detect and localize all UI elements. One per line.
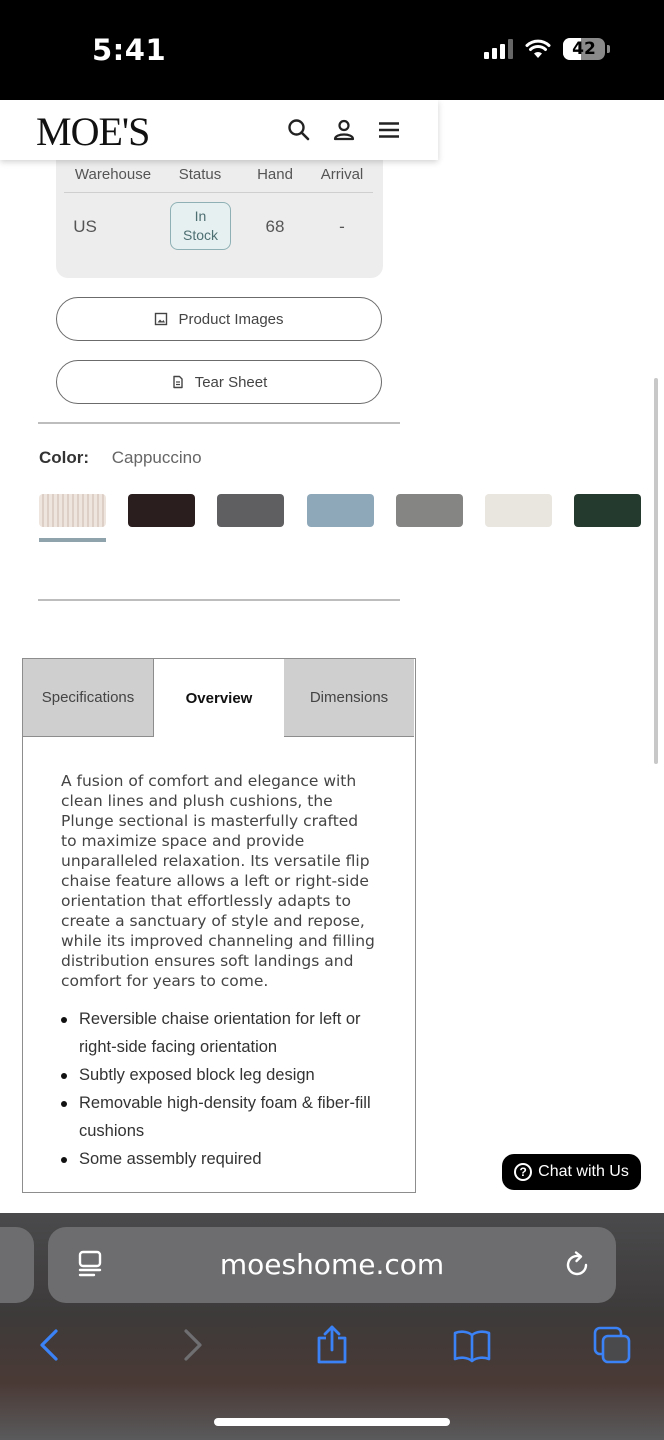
column-status: Status: [178, 166, 222, 183]
status-time: 5:41: [92, 33, 167, 67]
color-swatch-3[interactable]: [217, 494, 284, 527]
status-badge: In Stock: [170, 202, 231, 250]
product-images-button[interactable]: Product Images: [56, 297, 382, 341]
tab-specifications[interactable]: Specifications: [23, 659, 154, 737]
wifi-icon: [525, 39, 551, 59]
color-swatch-6[interactable]: [485, 494, 552, 527]
share-icon[interactable]: [312, 1325, 352, 1365]
cellular-signal-icon: [484, 39, 513, 59]
list-item: Removable high-density foam & fiber-fill cushions: [61, 1089, 377, 1145]
image-icon: [154, 312, 168, 326]
help-icon: ?: [514, 1163, 532, 1181]
browser-toolbar: [0, 1213, 664, 1440]
bookmarks-icon[interactable]: [452, 1325, 492, 1365]
tab-overview[interactable]: Overview: [153, 659, 285, 737]
hand-value: 68: [265, 217, 285, 236]
product-info-tabs: [22, 658, 416, 1193]
column-warehouse: Warehouse: [74, 166, 152, 183]
account-icon[interactable]: [331, 117, 357, 143]
reload-icon[interactable]: [562, 1249, 594, 1281]
availability-table: [56, 160, 383, 278]
selected-swatch-indicator: [39, 538, 106, 542]
scrollbar[interactable]: [654, 378, 658, 764]
column-arrival: Arrival: [320, 166, 364, 183]
tab-dimensions[interactable]: Dimensions: [284, 659, 414, 737]
divider: [38, 422, 400, 424]
color-label: Color:: [39, 448, 90, 467]
previous-tab-peek[interactable]: [0, 1227, 34, 1303]
color-value: Cappuccino: [111, 448, 202, 467]
list-item: Reversible chaise orientation for left or right-side facing orientation: [61, 1005, 377, 1061]
overview-panel: [61, 771, 377, 1173]
color-swatch-7[interactable]: [574, 494, 641, 527]
divider: [38, 599, 400, 601]
status-icons: [484, 38, 610, 60]
overview-description: A fusion of comfort and elegance with clean lines and plush cushions, the Plunge sectional is masterfully crafted to maximize space and provide unparalleled relaxation. Its versatile flip chaise feature allows a left or right-side orientation that effortlessly adapts to create a sanctuary of style and repose, while its improved channeling and filling distribution ensures soft landings and comfort for years to come.: [61, 772, 375, 990]
url-text: moeshome.com: [219, 1248, 445, 1281]
moes-logo[interactable]: MOE'S: [36, 109, 150, 154]
menu-icon[interactable]: [376, 117, 402, 143]
forward-icon[interactable]: [172, 1325, 212, 1365]
arrival-value: -: [339, 217, 345, 236]
color-swatch-cappuccino[interactable]: [39, 494, 106, 527]
search-icon[interactable]: [286, 117, 312, 143]
color-selector-label: [39, 448, 202, 468]
feature-list: [61, 1005, 377, 1173]
tear-sheet-button[interactable]: Tear Sheet: [56, 360, 382, 404]
address-bar[interactable]: [48, 1227, 616, 1303]
list-item: Subtly exposed block leg design: [61, 1061, 377, 1089]
site-header: [0, 100, 438, 160]
color-swatch-2[interactable]: [128, 494, 195, 527]
color-swatch-4[interactable]: [307, 494, 374, 527]
status-bar: [0, 0, 664, 100]
battery-icon: [563, 38, 605, 60]
tabs-icon[interactable]: [592, 1325, 632, 1365]
warehouse-value: US: [73, 217, 97, 236]
availability-header: [64, 160, 373, 193]
list-item: Some assembly required: [61, 1145, 377, 1173]
battery-cap: [607, 45, 610, 53]
home-indicator: [214, 1418, 450, 1426]
document-icon: [171, 375, 185, 389]
chat-with-us-button[interactable]: ? Chat with Us: [502, 1154, 641, 1190]
battery-percentage: 42: [572, 39, 596, 59]
back-icon[interactable]: [30, 1325, 70, 1365]
column-hand: Hand: [257, 166, 293, 183]
color-swatch-5[interactable]: [396, 494, 463, 527]
